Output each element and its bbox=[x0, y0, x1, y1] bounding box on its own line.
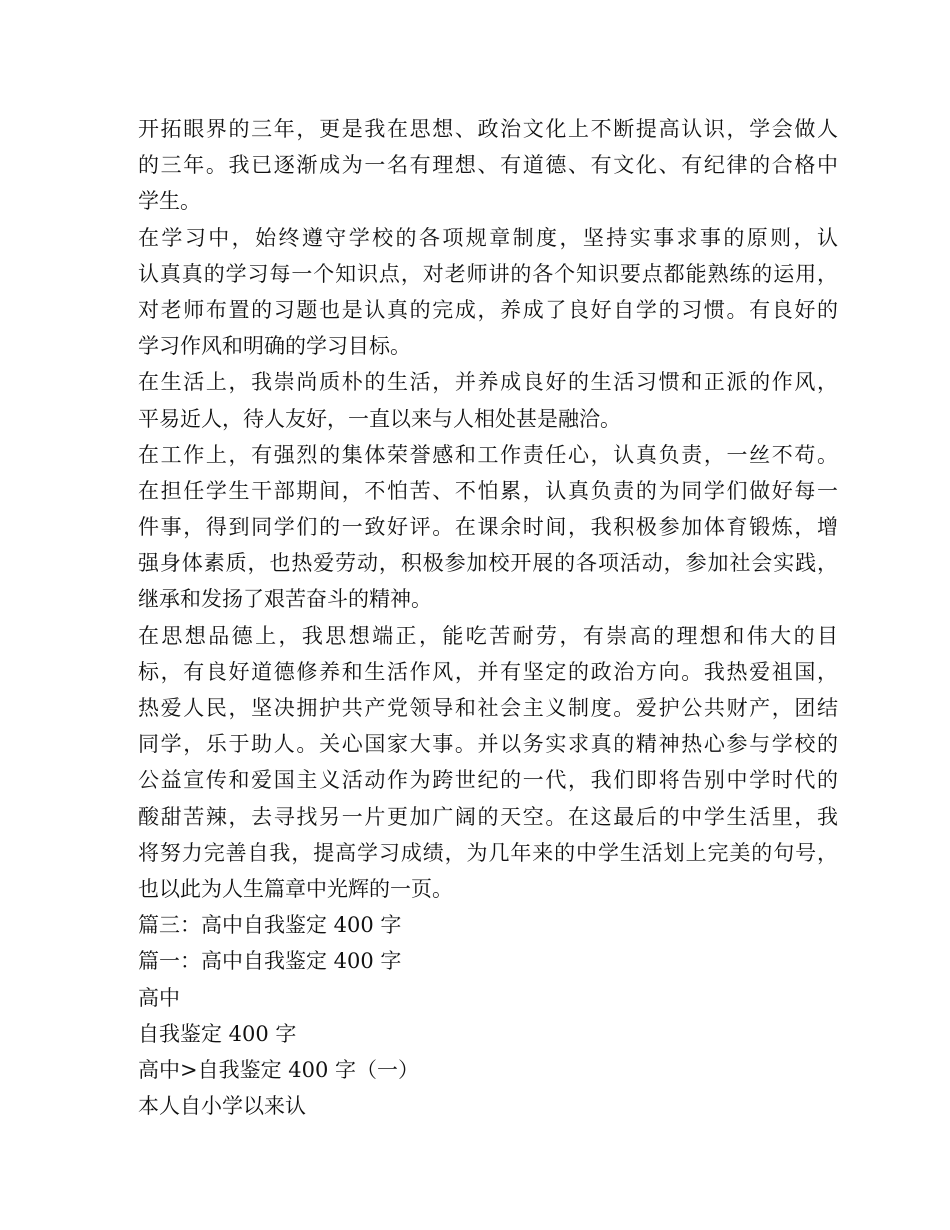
section-heading: 篇三：高中自我鉴定 400 字 bbox=[138, 913, 402, 938]
text-line: 对老师布置的习题也是认真的完成，养成了良好自学的习惯。有良好的 bbox=[138, 297, 838, 322]
text-line: 高中>自我鉴定 400 字（一） bbox=[138, 1057, 420, 1082]
text-line: 学习作风和明确的学习目标。 bbox=[138, 334, 411, 359]
text-line: 件事，得到同学们的一致好评。在课余时间，我积极参加体育锻炼，增 bbox=[138, 515, 838, 540]
text-line: 继承和发扬了艰苦奋斗的精神。 bbox=[138, 587, 432, 612]
text-line: 酸甜苦辣，去寻找另一片更加广阔的天空。在这最后的中学生活里，我 bbox=[138, 804, 838, 829]
text-line: 也以此为人生篇章中光辉的一页。 bbox=[138, 876, 453, 901]
text-line: 本人自小学以来认 bbox=[138, 1094, 306, 1119]
text-line: 认真真的学习每一个知识点，对老师讲的各个知识要点都能熟练的运用， bbox=[138, 261, 838, 286]
text-line: 同学，乐于助人。关心国家大事。并以务实求真的精神热心参与学校的 bbox=[138, 732, 838, 757]
text-line: 自我鉴定 400 字 bbox=[138, 1021, 297, 1046]
text-line: 篇一：高中自我鉴定 400 字 bbox=[138, 949, 402, 974]
text-line: 公益宣传和爱国主义活动作为跨世纪的一代，我们即将告别中学时代的 bbox=[138, 768, 838, 793]
text-line: 在生活上，我崇尚质朴的生活，并养成良好的生活习惯和正派的作风， bbox=[138, 370, 838, 395]
text-line: 将努力完善自我，提高学习成绩，为几年来的中学生活划上完美的句号， bbox=[138, 840, 838, 865]
text-line: 在学习中，始终遵守学校的各项规章制度，坚持实事求事的原则，认 bbox=[138, 225, 838, 250]
text-line: 开拓眼界的三年，更是我在思想、政治文化上不断提高认识，学会做人 bbox=[138, 117, 838, 141]
document-text bbox=[138, 111, 838, 1124]
text-line: 在工作上，有强烈的集体荣誉感和工作责任心，认真负责，一丝不苟。 bbox=[138, 442, 838, 467]
text-line: 标，有良好道德修养和生活作风，并有坚定的政治方向。我热爱祖国， bbox=[138, 659, 838, 684]
text-line: 平易近人，待人友好，一直以来与人相处甚是融洽。 bbox=[138, 406, 621, 431]
text-line: 热爱人民，坚决拥护共产党领导和社会主义制度。爱护公共财产，团结 bbox=[138, 696, 838, 720]
text-line: 强身体素质，也热爱劳动，积极参加校开展的各项活动，参加社会实践， bbox=[138, 551, 838, 576]
text-line: 的三年。我已逐渐成为一名有理想、有道德、有文化、有纪律的合格中 bbox=[138, 153, 838, 178]
text-line: 在思想品德上，我思想端正，能吃苦耐劳，有崇高的理想和伟大的目 bbox=[138, 623, 838, 648]
text-line: 高中 bbox=[138, 985, 180, 1010]
text-line: 在担任学生干部期间，不怕苦、不怕累，认真负责的为同学们做好每一 bbox=[138, 478, 838, 503]
text-line: 学生。 bbox=[138, 189, 201, 214]
